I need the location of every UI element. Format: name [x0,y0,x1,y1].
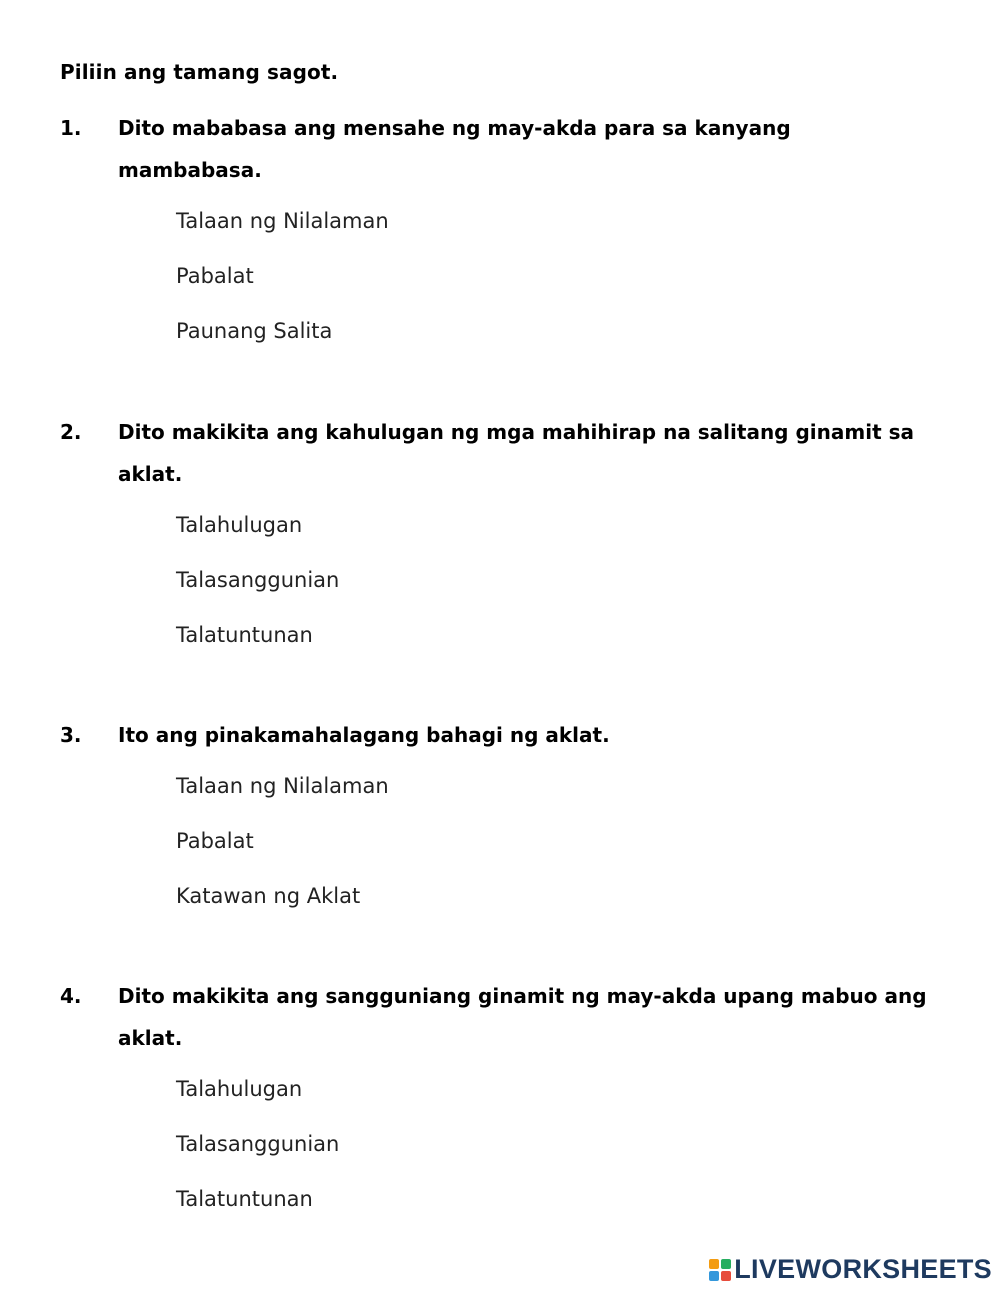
liveworksheets-logo-icon [709,1259,731,1281]
logo-square [721,1271,731,1281]
choice-option[interactable]: Talaan ng Nilalaman [176,774,389,798]
question-2 [60,411,940,663]
choice-option[interactable]: Talasanggunian [176,568,340,592]
question-4 [60,975,940,1227]
choice-list [60,1062,940,1227]
choice-option[interactable]: Talahulugan [176,513,303,537]
question-number: 2. [60,420,82,444]
choice-list [60,194,940,359]
question-text: Dito makikita ang kahulugan ng mga mahihirap na salitang ginamit sa aklat. [118,420,914,486]
logo-square [709,1271,719,1281]
choice-option[interactable]: Talahulugan [176,1077,303,1101]
question-text: Dito makikita ang sangguniang ginamit ng may-akda upang mabuo ang aklat. [118,984,927,1050]
liveworksheets-logo [709,1254,992,1285]
question-number: 4. [60,984,82,1008]
question-text: Dito mababasa ang mensahe ng may-akda para sa kanyang mambabasa. [118,116,791,182]
choice-list [60,759,940,924]
logo-square [709,1259,719,1269]
logo-square [721,1259,731,1269]
choice-option[interactable]: Pabalat [176,264,254,288]
choice-option[interactable]: Paunang Salita [176,319,333,343]
choice-option[interactable]: Talatuntunan [176,623,313,647]
instruction-heading: Piliin ang tamang sagot. [60,60,339,84]
question-text: Ito ang pinakamahalagang bahagi ng aklat. [118,723,610,747]
choice-option[interactable]: Talaan ng Nilalaman [176,209,389,233]
choice-option[interactable]: Talasanggunian [176,1132,340,1156]
question-number: 1. [60,116,82,140]
choice-option[interactable]: Pabalat [176,829,254,853]
choice-option[interactable]: Katawan ng Aklat [176,884,361,908]
question-1 [60,107,940,359]
choice-list [60,498,940,663]
liveworksheets-wordmark: LIVEWORKSHEETS [734,1254,992,1284]
choice-option[interactable]: Talatuntunan [176,1187,313,1211]
question-number: 3. [60,723,82,747]
question-3 [60,714,940,924]
